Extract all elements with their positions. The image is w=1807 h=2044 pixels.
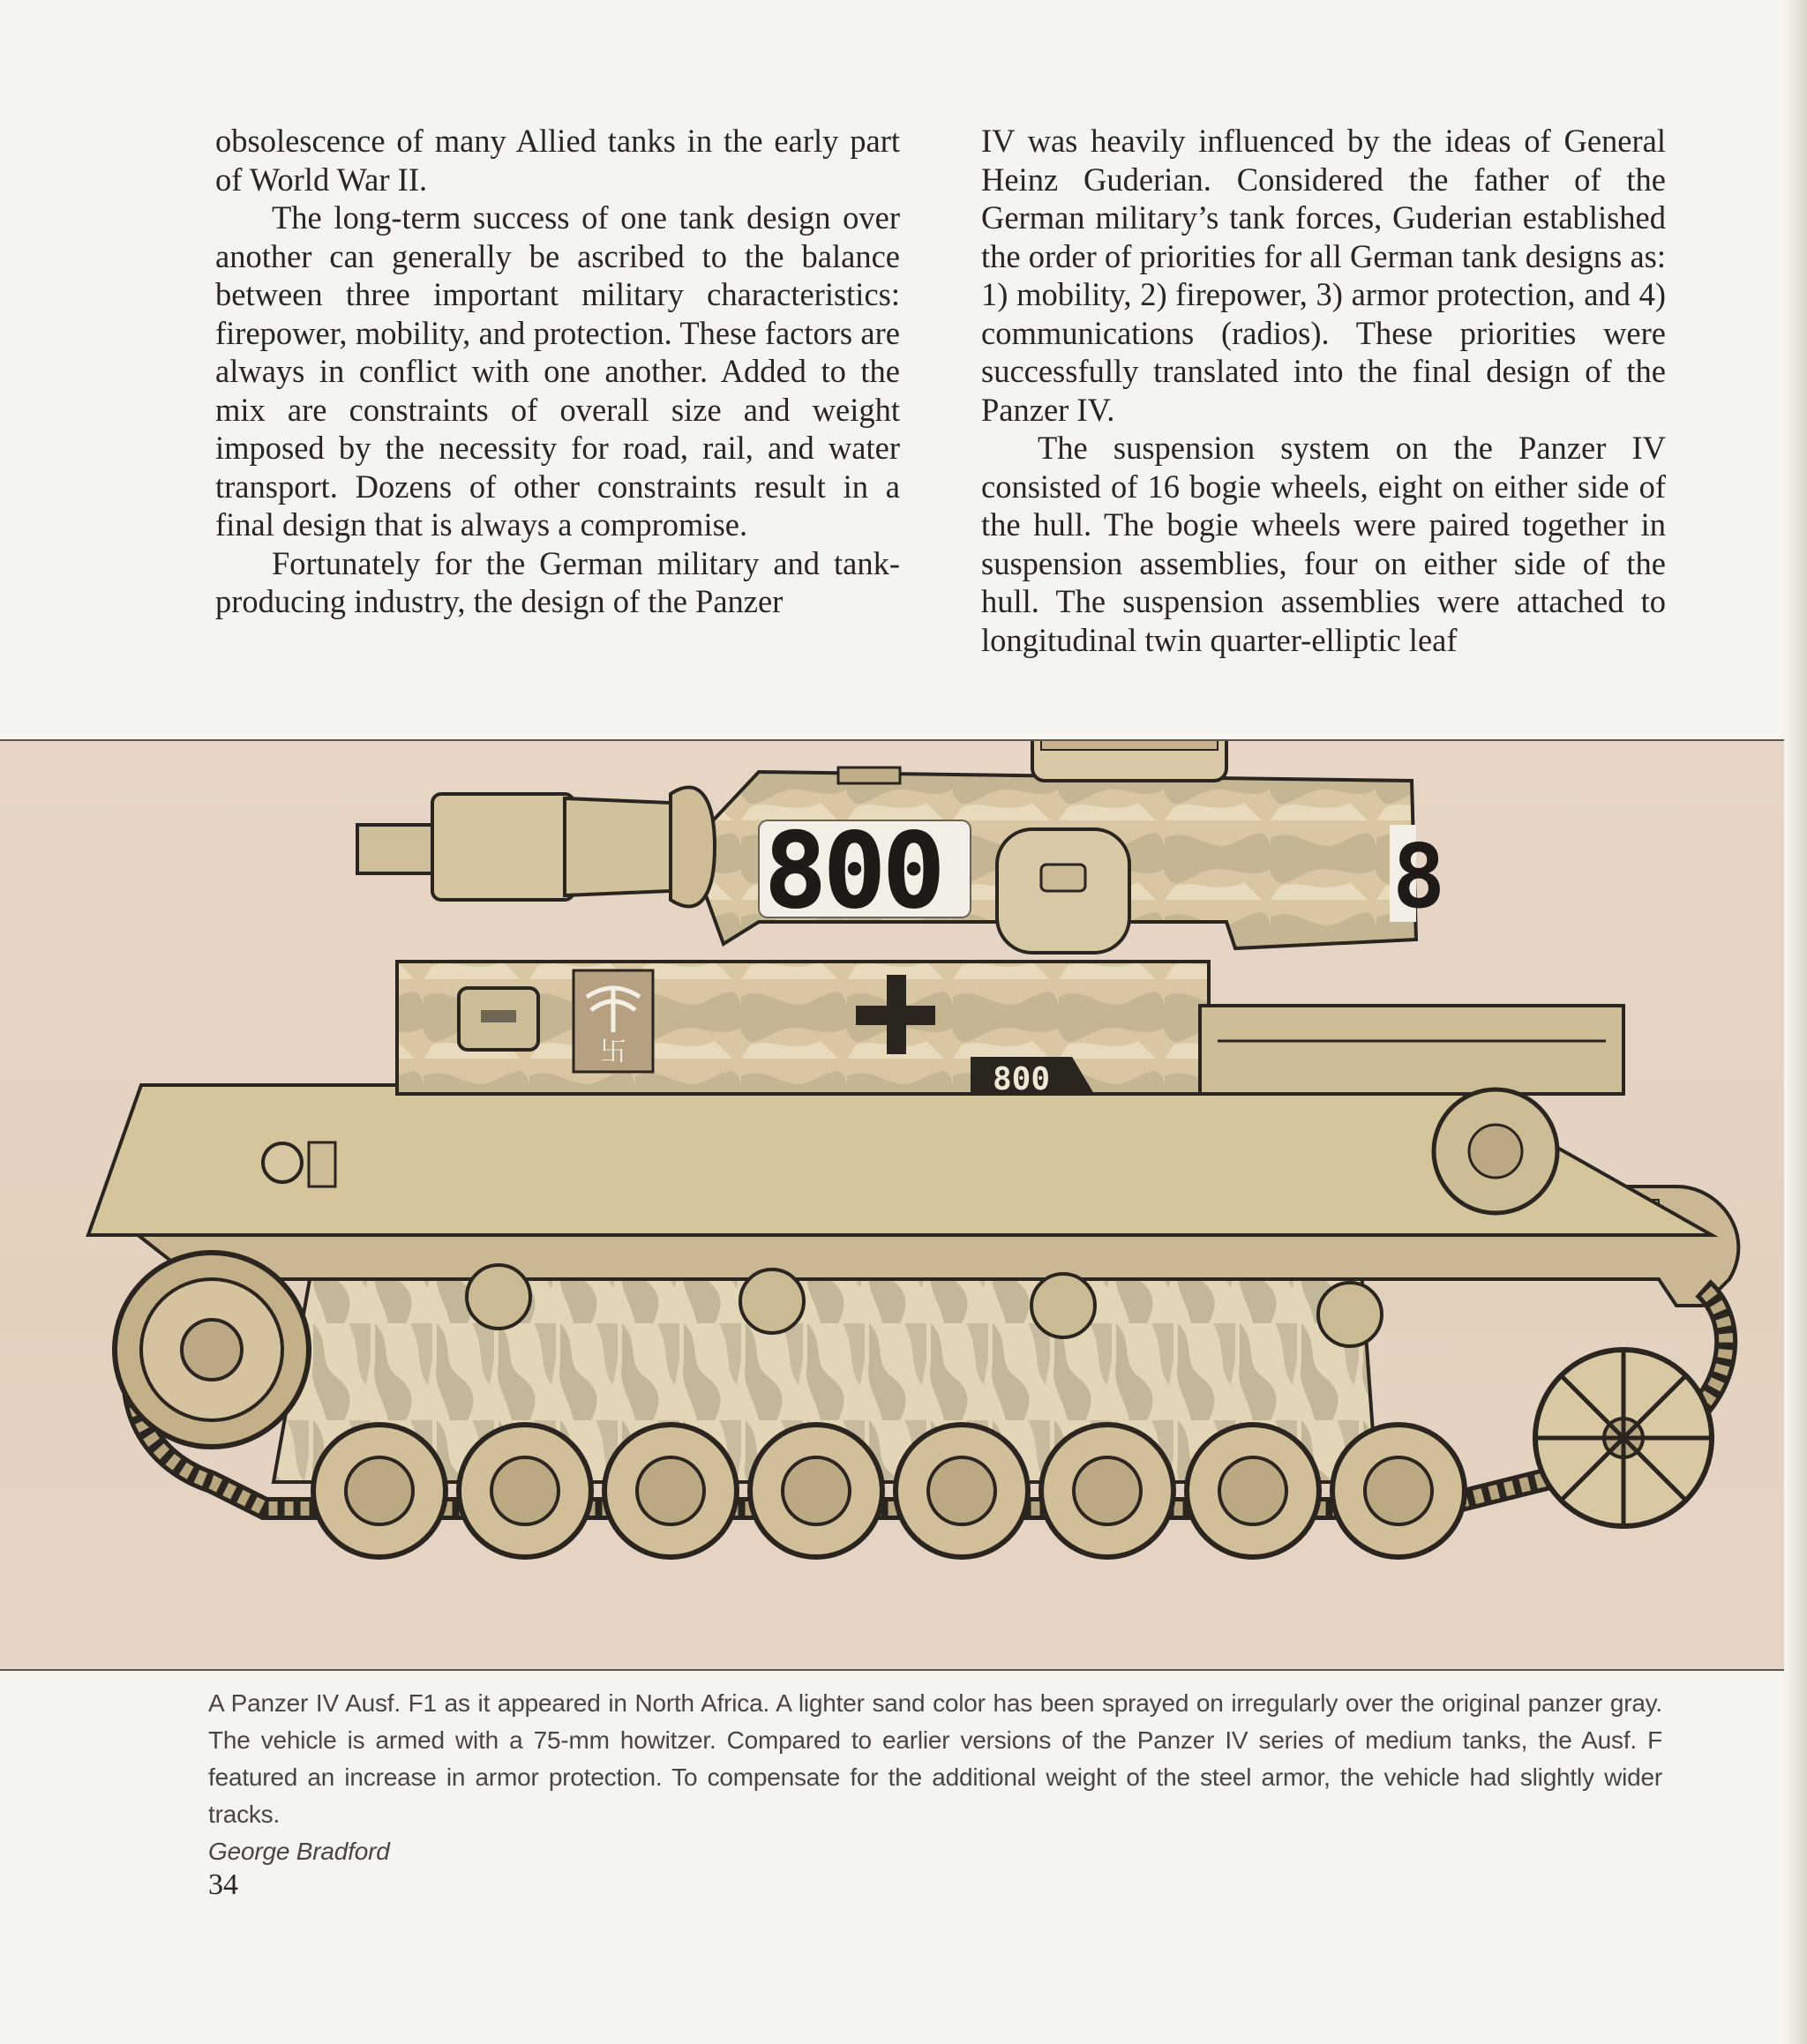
turret-side-number-partial: 8 <box>1392 825 1446 928</box>
left-paragraph-2: The long-term success of one tank design over another can generally be ascribed to the balance between three important military characteristics: firepower, mobility, and protection. These factors are always in conflict with one another. Added to the mix are constraints of overall size and weight imposed by the necessity for road, rail, and water transport. Dozens of other constraints result in a final design that is always a compromise. <box>215 199 900 543</box>
left-text-column <box>215 122 900 621</box>
left-paragraph-1: obsolescence of many Allied tanks in the early part of World War II. <box>215 123 900 198</box>
hull-number: 800 <box>993 1061 1051 1097</box>
caption-text: A Panzer IV Ausf. F1 as it appeared in North Africa. A lighter sand color has been sprayed on irregularly over the original panzer gray. The vehicle is armed with a 75-mm howitzer. Compared to earlier versions of the Panzer IV series of medium tanks, the Ausf. F featured an increase in armor protection. To compensate for the additional weight of the steel armor, the vehicle had slightly wider tracks. <box>208 1689 1662 1828</box>
right-paragraph-1: IV was heavily influenced by the ideas of General Heinz Guderian. Considered the father of the German military’s tank forces, Guderian established the order of priorities for all German tank designs as: 1) mobility, 2) firepower, 3) armor protection, and 4) communications (radios). These priorities were successfully translated into the final design of the Panzer IV. <box>981 123 1666 428</box>
tank-illustration-plate <box>0 739 1807 1671</box>
page-number: 34 <box>208 1868 238 1901</box>
right-paragraph-2: The suspension system on the Panzer IV consisted of 16 bogie wheels, eight on either side of the hull. The bogie wheels were paired together in suspension assemblies, four on either side of the hull. The suspension assemblies were attached to longitudinal twin quarter-elliptic leaf <box>981 430 1666 658</box>
turret-number: 800 <box>764 810 942 932</box>
book-spine-shadow <box>1784 0 1807 2044</box>
svg-text:卐: 卐 <box>600 1037 626 1067</box>
right-text-column <box>981 122 1666 659</box>
illustration-caption <box>208 1685 1662 1870</box>
left-paragraph-3: Fortunately for the German military and tank-producing industry, the design of the Panzer <box>215 544 900 619</box>
headlight <box>263 1143 302 1182</box>
main-gun <box>357 788 715 907</box>
drive-sprocket <box>115 1253 309 1447</box>
engine-deck <box>1200 1006 1623 1094</box>
panzer-iv-illustration <box>0 741 1807 1669</box>
idler-wheel <box>1535 1350 1712 1526</box>
caption-credit: George Bradford <box>208 1838 390 1865</box>
